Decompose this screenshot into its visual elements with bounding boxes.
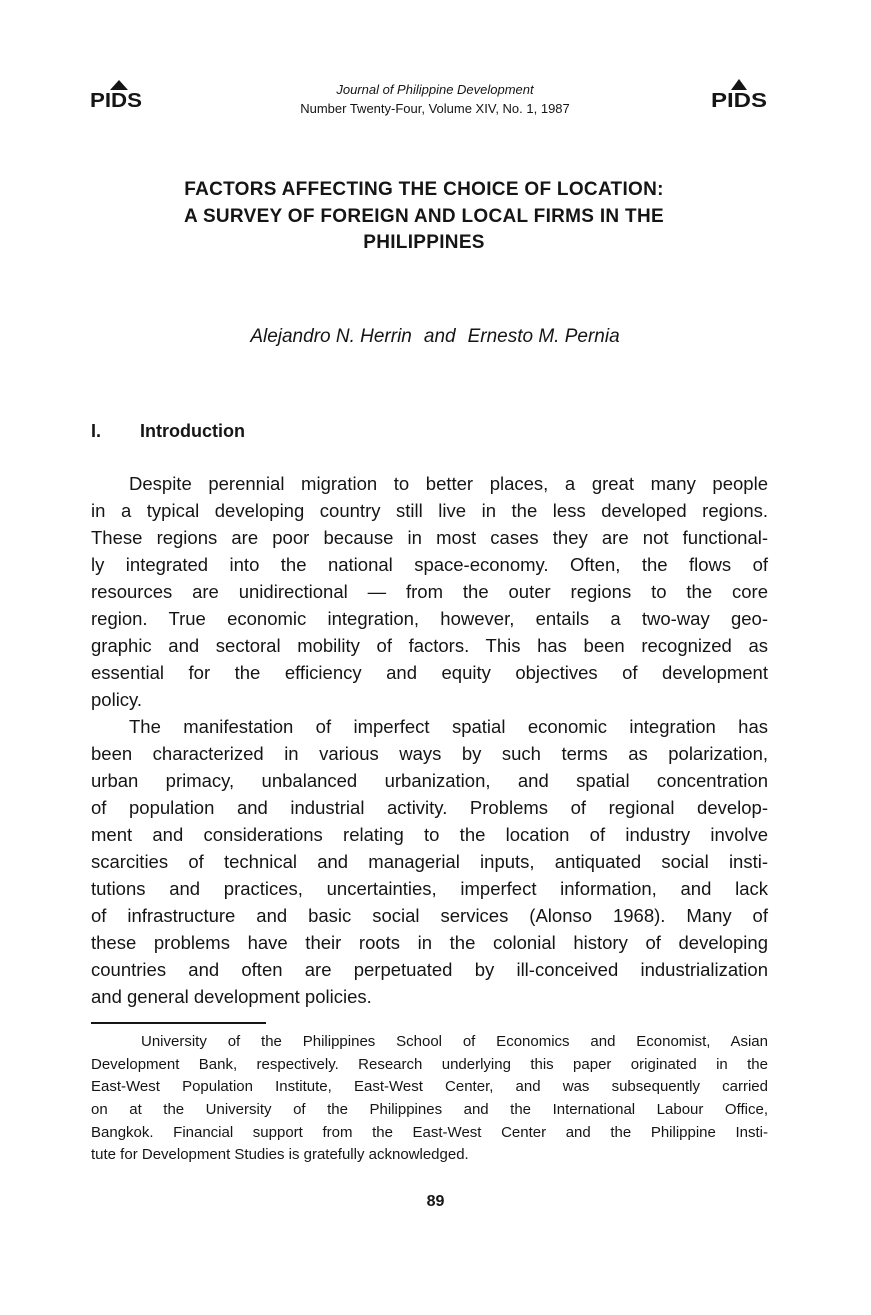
- body-line: of infrastructure and basic social services (Alonso 1968). Many of: [91, 905, 768, 926]
- body-line: scarcities of technical and managerial inputs, antiquated social insti-: [91, 851, 768, 872]
- svg-text:PIDS: PIDS: [90, 90, 142, 109]
- pids-logo-left: [90, 77, 142, 107]
- body-line: of population and industrial activity. Problems of regional develop-: [91, 797, 768, 818]
- body-line: in a typical developing country still live in the less developed regions.: [91, 500, 768, 521]
- title-line: FACTORS AFFECTING THE CHOICE OF LOCATION:: [184, 179, 664, 200]
- footnote-divider: [91, 1022, 266, 1024]
- body-line: ly integrated into the national space-economy. Often, the flows of: [91, 554, 768, 575]
- pids-logo-right: [711, 77, 767, 107]
- body-line: and general development policies.: [91, 986, 372, 1007]
- pids-logo-icon: [90, 77, 142, 109]
- journal-header: [200, 80, 670, 118]
- body-line: policy.: [91, 689, 143, 710]
- author-conjunction: and: [423, 326, 456, 347]
- body-line: resources are unidirectional — from the outer regions to the core: [91, 581, 768, 602]
- body-line: region. True economic integration, however, entails a two-way geo-: [91, 608, 768, 629]
- body-line: ment and considerations relating to the location of industry involve: [91, 824, 768, 845]
- footnote-line: East-West Population Institute, East-West Center, and was subsequently carried: [91, 1078, 768, 1096]
- body-text: [91, 470, 768, 1010]
- footnote-line: on at the University of the Philippines and the International Labour Office,: [91, 1101, 768, 1119]
- title-line: PHILIPPINES: [363, 232, 485, 253]
- body-line: these problems have their roots in the colonial history of developing: [91, 932, 768, 953]
- author-first: Alejandro N. Herrin: [250, 326, 412, 347]
- body-line: essential for the efficiency and equity objectives of development: [91, 662, 768, 683]
- body-line: been characterized in various ways by such terms as polarization,: [91, 743, 768, 764]
- footnote-line: Development Bank, respectively. Research underlying this paper originated in the: [91, 1055, 768, 1073]
- title-line: A SURVEY OF FOREIGN AND LOCAL FIRMS IN THE: [184, 205, 664, 227]
- section-number: I.: [91, 421, 102, 441]
- footnote-line: University of the Philippines School of Economics and Economist, Asian: [141, 1033, 768, 1050]
- author-second: Ernesto M. Pernia: [467, 326, 620, 347]
- pids-logo-icon: [711, 77, 767, 109]
- authors: [150, 326, 720, 348]
- svg-text:PIDS: PIDS: [711, 90, 767, 109]
- section-title: Introduction: [140, 421, 245, 441]
- article-title: [100, 177, 748, 257]
- body-line: urban primacy, unbalanced urbanization, and spatial concentration: [91, 770, 768, 791]
- body-line: The manifestation of imperfect spatial economic integration has: [129, 716, 768, 737]
- body-line: These regions are poor because in most cases they are not functional-: [91, 527, 768, 548]
- body-line: countries and often are perpetuated by ill-conceived industrialization: [91, 959, 768, 980]
- footnote-line: Bangkok. Financial support from the East-West Center and the Philippine Insti-: [91, 1123, 768, 1141]
- footnote: [91, 1031, 768, 1167]
- footnote-line: tute for Development Studies is gratefully acknowledged.: [91, 1146, 469, 1164]
- journal-name: Journal of Philippine Development: [336, 82, 534, 97]
- section-heading: [91, 421, 245, 442]
- journal-issue: Number Twenty-Four, Volume XIV, No. 1, 1987: [300, 101, 570, 116]
- body-line: graphic and sectoral mobility of factors. This has been recognized as: [91, 635, 768, 656]
- body-line: Despite perennial migration to better places, a great many people: [129, 473, 768, 494]
- page-number: 89: [426, 1193, 445, 1210]
- body-line: tutions and practices, uncertainties, imperfect information, and lack: [91, 878, 768, 899]
